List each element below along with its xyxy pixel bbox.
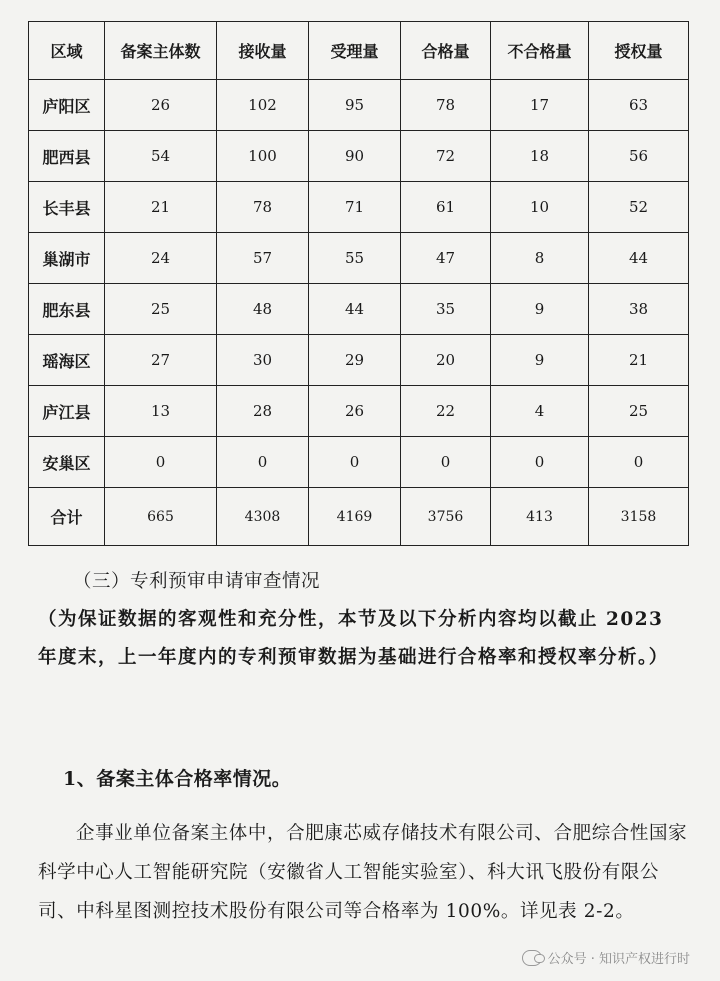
watermark bbox=[522, 948, 690, 967]
cell: 28 bbox=[217, 386, 309, 437]
cell: 63 bbox=[589, 80, 689, 131]
cell-region: 肥东县 bbox=[29, 284, 105, 335]
header-granted: 授权量 bbox=[589, 22, 689, 80]
cell: 52 bbox=[589, 182, 689, 233]
cell: 4 bbox=[491, 386, 589, 437]
cell: 47 bbox=[401, 233, 491, 284]
cell-region: 肥西县 bbox=[29, 131, 105, 182]
table-total-row bbox=[29, 488, 689, 546]
cell: 61 bbox=[401, 182, 491, 233]
table-row bbox=[29, 131, 689, 182]
cell: 100 bbox=[217, 131, 309, 182]
cell: 0 bbox=[589, 437, 689, 488]
cell: 24 bbox=[105, 233, 217, 284]
cell-region: 庐阳区 bbox=[29, 80, 105, 131]
table-header-row bbox=[29, 22, 689, 80]
body-paragraph-text: 企事业单位备案主体中，合肥康芯威存储技术有限公司、合肥综合性国家科学中心人工智能研究院（安徽省人工智能实验室）、科大讯飞股份有限公司、中科星图测控技术股份有限公司等合格率为 100%。详见表 2-2。 bbox=[38, 823, 688, 922]
table-row bbox=[29, 80, 689, 131]
cell: 10 bbox=[491, 182, 589, 233]
cell: 21 bbox=[105, 182, 217, 233]
cell: 48 bbox=[217, 284, 309, 335]
cell-total: 413 bbox=[491, 488, 589, 546]
table-row bbox=[29, 284, 689, 335]
subheading: 1、备案主体合格率情况。 bbox=[63, 768, 292, 790]
cell: 8 bbox=[491, 233, 589, 284]
header-received: 接收量 bbox=[217, 22, 309, 80]
cell: 25 bbox=[105, 284, 217, 335]
section-title: （三）专利预审申请审查情况 bbox=[73, 571, 321, 592]
table-row bbox=[29, 233, 689, 284]
cell-total: 3756 bbox=[401, 488, 491, 546]
cell-region: 巢湖市 bbox=[29, 233, 105, 284]
cell: 44 bbox=[589, 233, 689, 284]
cell: 56 bbox=[589, 131, 689, 182]
header-unqualified: 不合格量 bbox=[491, 22, 589, 80]
cell: 95 bbox=[309, 80, 401, 131]
body-paragraph bbox=[38, 814, 690, 931]
cell-total: 665 bbox=[105, 488, 217, 546]
cell-region: 安巢区 bbox=[29, 437, 105, 488]
cell: 18 bbox=[491, 131, 589, 182]
cell: 102 bbox=[217, 80, 309, 131]
cell: 20 bbox=[401, 335, 491, 386]
cell: 35 bbox=[401, 284, 491, 335]
cell: 71 bbox=[309, 182, 401, 233]
cell: 21 bbox=[589, 335, 689, 386]
cell: 78 bbox=[401, 80, 491, 131]
cell: 9 bbox=[491, 284, 589, 335]
wechat-icon bbox=[522, 950, 542, 966]
cell-total: 4308 bbox=[217, 488, 309, 546]
cell: 26 bbox=[309, 386, 401, 437]
cell-total-label: 合计 bbox=[29, 488, 105, 546]
cell-region: 长丰县 bbox=[29, 182, 105, 233]
cell: 25 bbox=[589, 386, 689, 437]
table-row bbox=[29, 182, 689, 233]
cell-region: 庐江县 bbox=[29, 386, 105, 437]
cell: 55 bbox=[309, 233, 401, 284]
cell-total: 4169 bbox=[309, 488, 401, 546]
cell: 0 bbox=[105, 437, 217, 488]
cell: 27 bbox=[105, 335, 217, 386]
cell: 90 bbox=[309, 131, 401, 182]
cell: 57 bbox=[217, 233, 309, 284]
cell: 0 bbox=[491, 437, 589, 488]
cell: 78 bbox=[217, 182, 309, 233]
header-region: 区域 bbox=[29, 22, 105, 80]
cell-total: 3158 bbox=[589, 488, 689, 546]
header-qualified: 合格量 bbox=[401, 22, 491, 80]
cell: 30 bbox=[217, 335, 309, 386]
header-accepted: 受理量 bbox=[309, 22, 401, 80]
table-row bbox=[29, 386, 689, 437]
cell: 0 bbox=[217, 437, 309, 488]
cell: 72 bbox=[401, 131, 491, 182]
cell-region: 瑶海区 bbox=[29, 335, 105, 386]
cell: 54 bbox=[105, 131, 217, 182]
cell: 0 bbox=[401, 437, 491, 488]
watermark-text: 公众号 · 知识产权进行时 bbox=[547, 952, 690, 967]
cell: 17 bbox=[491, 80, 589, 131]
cell: 0 bbox=[309, 437, 401, 488]
cell: 22 bbox=[401, 386, 491, 437]
cell: 13 bbox=[105, 386, 217, 437]
cell: 9 bbox=[491, 335, 589, 386]
cell: 29 bbox=[309, 335, 401, 386]
table-row bbox=[29, 437, 689, 488]
cell: 44 bbox=[309, 284, 401, 335]
header-filed-entities: 备案主体数 bbox=[105, 22, 217, 80]
table-row bbox=[29, 335, 689, 386]
cell: 26 bbox=[105, 80, 217, 131]
patent-statistics-table bbox=[28, 21, 689, 546]
cell: 38 bbox=[589, 284, 689, 335]
analysis-note: （为保证数据的客观性和充分性，本节及以下分析内容均以截止 2023 年度末，上一年度内的专利预审数据为基础进行合格率和授权率分析。） bbox=[38, 609, 669, 668]
